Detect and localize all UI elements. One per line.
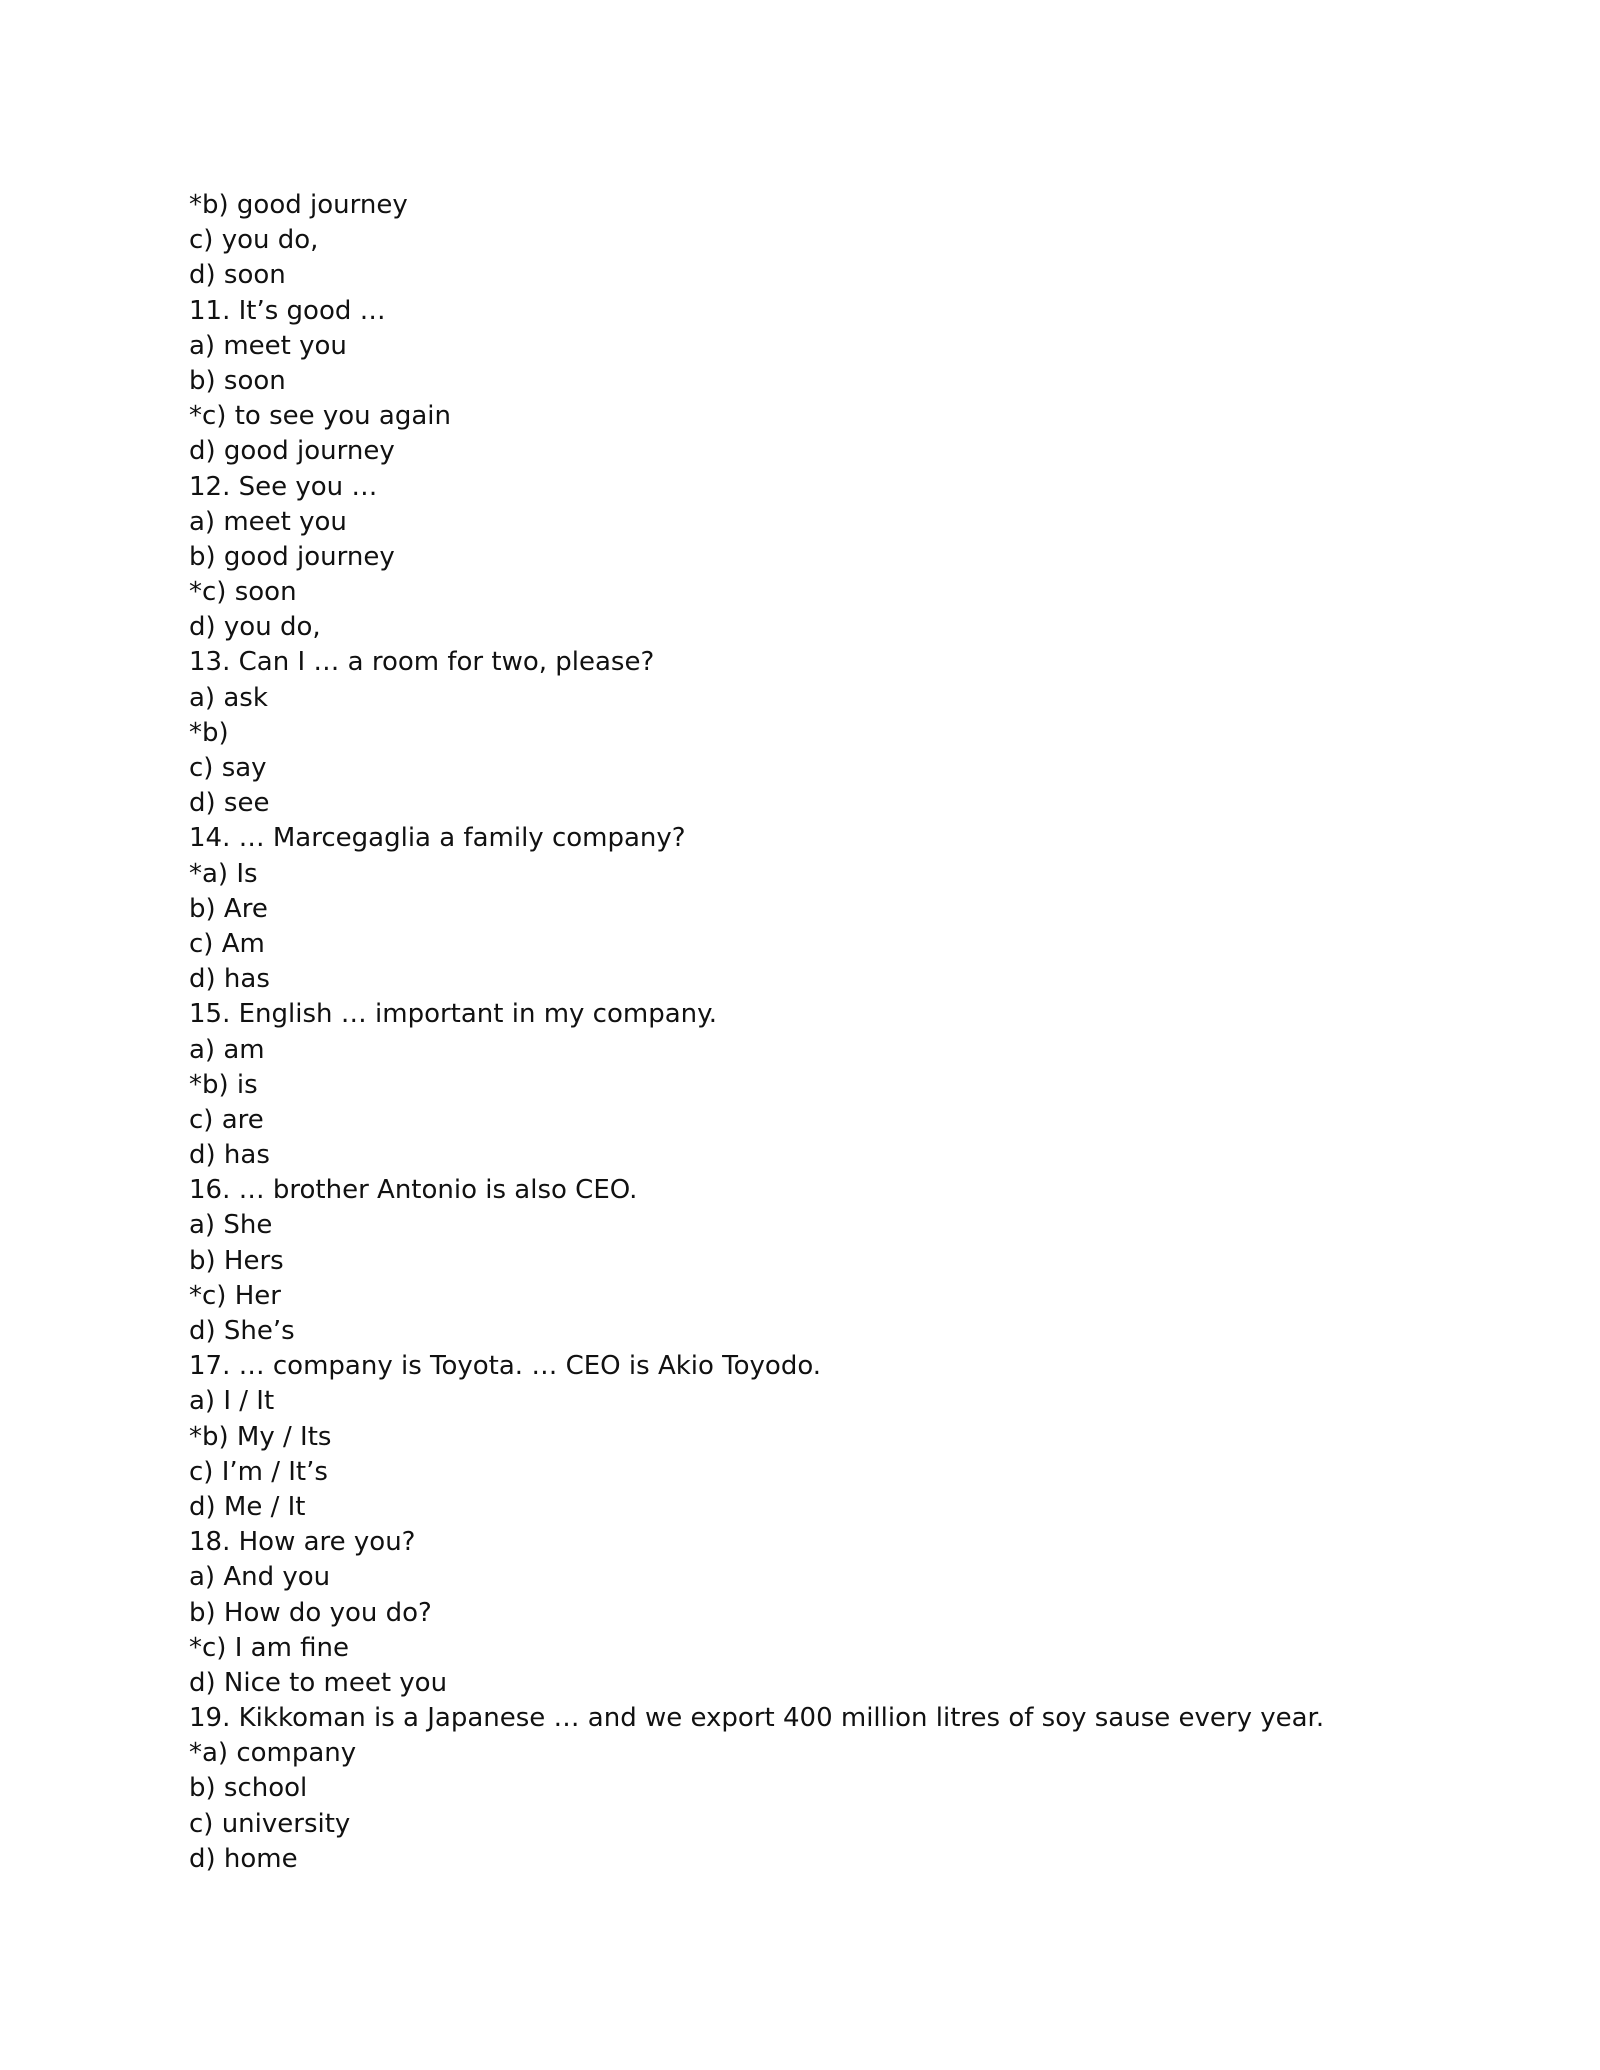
quiz-line: c) Am [189, 928, 265, 959]
quiz-line: d) soon [189, 260, 286, 291]
quiz-line: d) Nice to meet you [189, 1667, 448, 1698]
quiz-line: d) good journey [189, 436, 395, 467]
quiz-line: *c) I am fine [189, 1632, 350, 1663]
quiz-line: d) Me / It [189, 1491, 306, 1522]
quiz-line: a) am [189, 1034, 265, 1065]
question-line: 16. … brother Antonio is also CEO. [189, 1175, 638, 1206]
question-line: 14. … Marcegaglia a family company? [189, 823, 686, 854]
quiz-line: d) has [189, 964, 270, 995]
quiz-line: b) school [189, 1773, 308, 1804]
quiz-line: d) She’s [189, 1316, 295, 1346]
quiz-line: c) you do, [189, 225, 319, 256]
quiz-line: *b) My / Its [189, 1421, 332, 1452]
question-line: 15. English … important in my company. [189, 999, 718, 1030]
quiz-line: b) How do you do? [189, 1597, 432, 1628]
quiz-line: a) meet you [189, 506, 347, 537]
quiz-line: a) She [189, 1210, 273, 1241]
quiz-line: *c) soon [189, 577, 297, 608]
quiz-line: *b) [189, 717, 229, 748]
question-line: 13. Can I … a room for two, please? [189, 647, 655, 678]
question-line: 19. Kikkoman is a Japanese … and we export 400 million litres of soy sause every year. [189, 1703, 1325, 1734]
quiz-line: *a) Is [189, 858, 258, 889]
quiz-line: *c) Her [189, 1280, 281, 1311]
quiz-line: b) good journey [189, 541, 395, 572]
quiz-line: *c) to see you again [189, 401, 451, 432]
question-line: 17. … company is Toyota. … CEO is Akio Toyodo. [189, 1351, 822, 1382]
quiz-line: c) say [189, 753, 267, 783]
question-line: 18. How are you? [189, 1527, 416, 1558]
quiz-line: c) university [189, 1808, 351, 1839]
question-line: 12. See you … [189, 471, 378, 502]
quiz-line: a) I / It [189, 1386, 275, 1417]
quiz-line: d) you do, [189, 612, 321, 643]
quiz-line: *b) is [189, 1069, 258, 1100]
quiz-line: b) Hers [189, 1245, 284, 1276]
quiz-line: d) see [189, 788, 270, 819]
quiz-line: c) are [189, 1104, 264, 1135]
quiz-line: *b) good journey [189, 190, 408, 220]
quiz-text-block [189, 188, 1489, 1877]
quiz-line: a) meet you [189, 330, 347, 361]
quiz-line: d) home [189, 1843, 298, 1874]
quiz-line: b) Are [189, 893, 268, 924]
quiz-line: c) I’m / It’s [189, 1456, 328, 1487]
quiz-line: b) soon [189, 365, 286, 396]
quiz-line: d) has [189, 1140, 270, 1171]
question-line: 11. It’s good … [189, 295, 386, 326]
quiz-line: a) And you [189, 1562, 331, 1593]
quiz-line: a) ask [189, 682, 268, 713]
quiz-line: *a) company [189, 1738, 357, 1769]
